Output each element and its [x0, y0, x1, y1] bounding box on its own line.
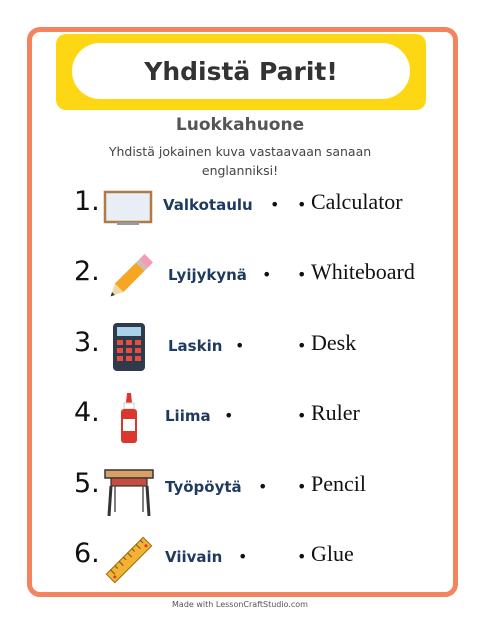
match-dot-right[interactable]: •: [297, 547, 307, 566]
match-dot-right[interactable]: •: [297, 336, 307, 355]
match-row-5: [0, 460, 480, 520]
match-row-2: [0, 248, 480, 308]
finnish-word: Valkotaulu: [163, 196, 253, 214]
match-row-3: [0, 319, 480, 379]
pencil-icon: [103, 248, 155, 308]
english-word: Ruler: [311, 400, 360, 425]
subtitle: Luokkahuone: [175, 115, 305, 135]
english-word: Calculator: [311, 189, 403, 214]
finnish-word: Laskin: [168, 337, 223, 355]
english-word: Pencil: [311, 471, 366, 496]
finnish-word: Työpöytä: [165, 478, 242, 496]
match-dot-left[interactable]: •: [224, 406, 234, 425]
title-pill: [72, 43, 410, 99]
match-dot-left[interactable]: •: [235, 336, 245, 355]
match-dot-right[interactable]: •: [297, 195, 307, 214]
row-number: 2.: [74, 256, 100, 287]
match-dot-right[interactable]: •: [297, 406, 307, 425]
match-dot-left[interactable]: •: [262, 265, 272, 284]
row-number: 3.: [74, 327, 100, 358]
row-number: 5.: [74, 468, 100, 499]
match-dot-left[interactable]: •: [238, 547, 248, 566]
calculator-icon: [103, 319, 155, 379]
match-row-6: [0, 530, 480, 590]
match-dot-left[interactable]: •: [270, 195, 280, 214]
glue-icon: [103, 389, 155, 449]
instructions: Yhdistä jokainen kuva vastaavaan sanaan englanniksi!: [108, 144, 372, 178]
title-banner: [56, 34, 426, 110]
match-dot-right[interactable]: •: [297, 477, 307, 496]
match-dot-left[interactable]: •: [258, 477, 268, 496]
desk-icon: [103, 460, 155, 520]
english-word: Desk: [311, 330, 357, 355]
row-number: 4.: [74, 397, 100, 428]
match-row-4: [0, 389, 480, 449]
english-word: Glue: [311, 541, 354, 566]
page-title: Yhdistä Parit!: [144, 56, 338, 86]
match-row-1: [0, 178, 480, 238]
row-number: 6.: [74, 538, 100, 569]
ruler-icon: [103, 530, 155, 590]
finnish-word: Liima: [165, 407, 211, 425]
english-word: Whiteboard: [311, 259, 415, 284]
row-number: 1.: [74, 186, 100, 217]
finnish-word: Lyijykynä: [168, 266, 247, 284]
whiteboard-icon: [103, 178, 155, 238]
finnish-word: Viivain: [165, 548, 223, 566]
match-dot-right[interactable]: •: [297, 265, 307, 284]
footer-credit: Made with LessonCraftStudio.com: [172, 600, 308, 609]
